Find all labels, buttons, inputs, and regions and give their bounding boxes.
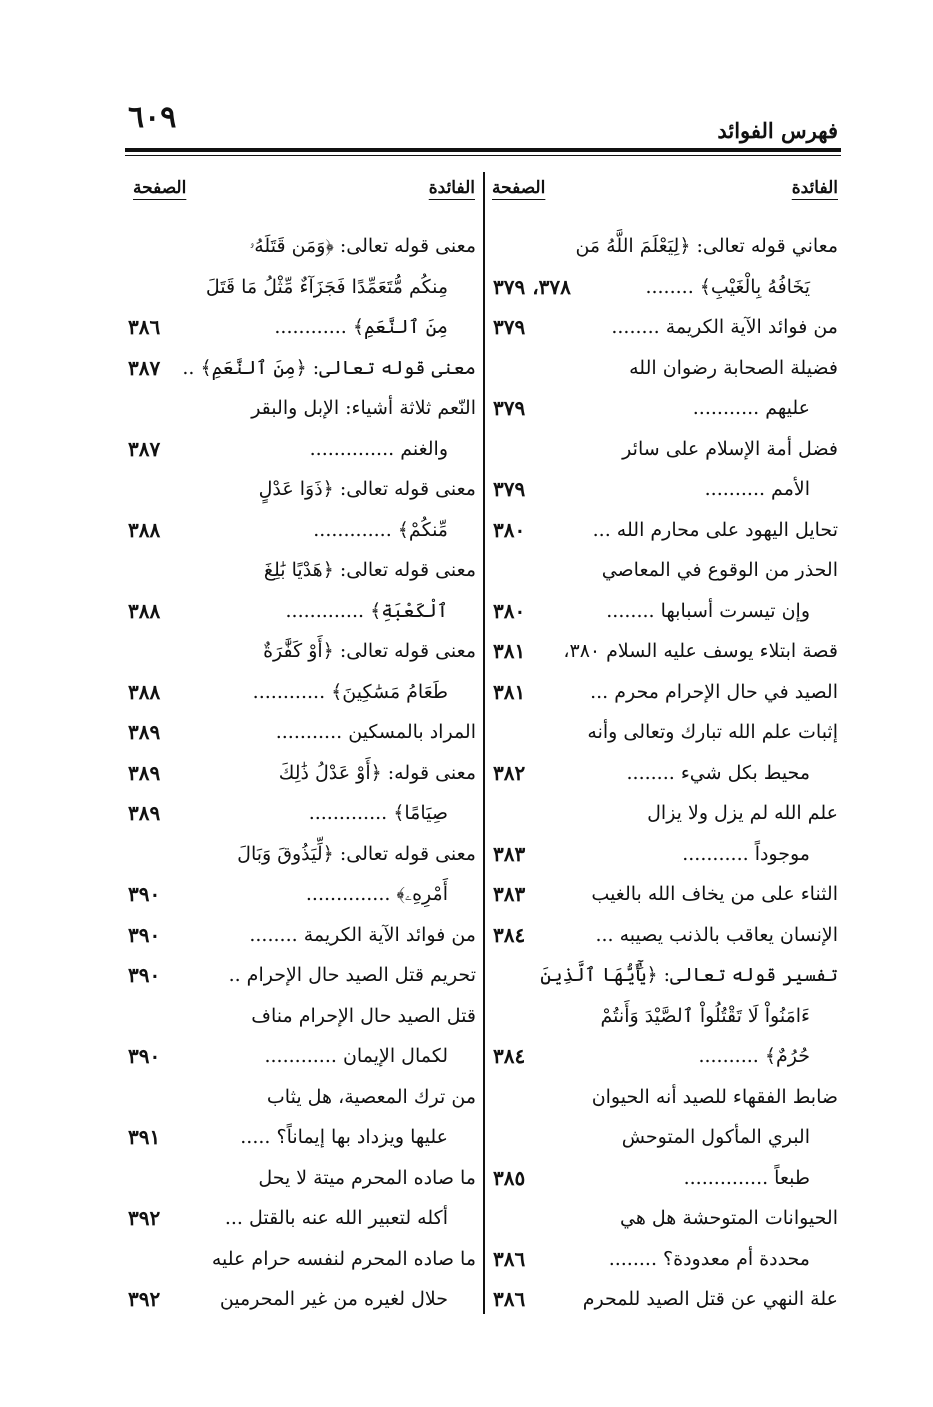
index-entry xyxy=(128,510,476,550)
index-entry xyxy=(128,1077,476,1117)
entry-topic: من فوائد الآية الكريمة ........ xyxy=(611,316,838,338)
index-entry xyxy=(493,753,838,793)
entry-topic: علم الله لم يزل ولا يزال xyxy=(647,802,838,824)
entry-page-number: ٣٨٥ xyxy=(493,1165,526,1190)
entry-topic: عليهم ........... xyxy=(692,397,810,419)
index-entry xyxy=(128,1036,476,1076)
index-entry xyxy=(493,1198,838,1238)
entry-topic: قتل الصيد حال الإحرام مناف xyxy=(251,1004,476,1027)
entry-page-number: ٣٩٠ xyxy=(128,963,161,987)
entry-page-number: ٣٨٣ xyxy=(493,882,526,906)
index-entry xyxy=(493,1279,838,1319)
left-column-topic-heading: الفائدة xyxy=(428,178,475,198)
entry-page-number: ٣٧٩ xyxy=(493,396,526,420)
index-entry xyxy=(493,388,838,428)
index-entry xyxy=(493,672,838,712)
index-entry xyxy=(128,834,476,874)
entry-topic: معنى قوله تعالى: ﴿وَمَن قَتَلَهُۥ xyxy=(249,235,476,257)
index-entry xyxy=(128,267,476,307)
index-entry xyxy=(493,1077,838,1117)
header-rule xyxy=(125,148,841,152)
entry-page-number: ٣٨٤ xyxy=(493,1044,526,1068)
index-entry xyxy=(128,429,476,469)
index-entry xyxy=(128,631,476,671)
entry-topic: معنى قوله تعالى: ﴿ذَوَا عَدْلٍ xyxy=(258,478,476,500)
entry-topic: علة النهي عن قتل الصيد للمحرم xyxy=(582,1288,838,1310)
index-entry xyxy=(493,793,838,833)
entry-page-number: ٣٨٨ xyxy=(128,598,161,623)
entry-topic: فضل أمة الإسلام على سائر xyxy=(622,437,838,460)
entry-topic: ٱلْكَعْبَةِ﴾ ............. xyxy=(285,599,448,622)
entry-page-number: ٣٩٠ xyxy=(128,922,161,947)
entry-topic: حُرُمٌ﴾ .......... xyxy=(698,1045,810,1067)
index-entry xyxy=(128,712,476,752)
index-entry xyxy=(493,591,838,631)
index-entry xyxy=(128,1239,476,1279)
entry-page-number: ٣٧٩ xyxy=(493,315,526,339)
entry-topic: من ترك المعصية، هل يثاب xyxy=(266,1085,476,1108)
entry-topic: معنى قوله تعالى: ﴿مِنَ ٱلنَّعَمِ﴾ .. xyxy=(182,356,476,379)
entry-topic: قصة ابتلاء يوسف عليه السلام ٣٨٠، xyxy=(563,640,838,662)
entry-topic: معنى قوله: ﴿أَوْ عَدْلُ ذَٰلِكَ xyxy=(278,761,476,784)
entry-page-number: ٣٨٤ xyxy=(493,922,526,947)
entry-page-number: ٣٨٧ xyxy=(128,436,161,461)
index-entry xyxy=(128,550,476,590)
entry-page-number: ٣٩٠ xyxy=(128,1044,161,1068)
entry-page-number: ٣٨٩ xyxy=(128,801,161,825)
entry-page-number: ٣٩٢ xyxy=(128,1206,161,1230)
header-rule-thin xyxy=(125,155,841,156)
entry-page-number: ٣٨٠ xyxy=(493,517,526,542)
entry-topic: محددة أم معدودة؟ ........ xyxy=(608,1247,810,1270)
entry-page-number: ٣٨٢ xyxy=(493,760,526,785)
entry-topic: ما صاده المحرم لنفسه حرام عليه xyxy=(211,1247,476,1270)
entry-page-number: ٣٨٦ xyxy=(128,315,161,339)
entry-topic: معنى قوله تعالى: ﴿لِّيَذُوقَ وَبَالَ xyxy=(237,842,476,865)
index-entry xyxy=(493,1239,838,1279)
entry-page-number: ٣٨٦ xyxy=(493,1287,526,1311)
index-entry xyxy=(128,874,476,914)
entry-topic: تفسير قوله تعالى: ﴿يَٰٓأَيُّهَا ٱلَّذِينَ xyxy=(540,964,838,986)
index-entry xyxy=(128,955,476,995)
index-entry xyxy=(493,510,838,550)
entry-topic: مِنَ ٱلنَّعَمِ﴾ ............ xyxy=(274,316,448,338)
entry-page-number: ٣٨٧ xyxy=(128,355,161,380)
entry-page-number: ٣٩٠ xyxy=(128,882,161,906)
index-entry xyxy=(493,267,838,307)
index-entry xyxy=(493,631,838,671)
entry-page-number: ٣٧٨، ٣٧٩ xyxy=(493,274,571,299)
entry-topic: يَخَافُهُ بِالْغَيْبِ﴾ ........ xyxy=(645,275,810,298)
entry-topic: مِنكُم مُّتَعَمِّدًا فَجَزَآءٌ مِّثْلُ مَا قَتَلَ xyxy=(205,275,448,298)
entry-page-number: ٣٧٩ xyxy=(493,477,526,501)
entry-topic: أَمْرِهِۦ﴾ .............. xyxy=(305,883,448,905)
right-column-topic-heading: الفائدة xyxy=(791,178,838,198)
entry-topic: تحريم قتل الصيد حال الإحرام .. xyxy=(228,964,476,986)
entry-topic: الحيوانات المتوحشة هل هي xyxy=(620,1207,838,1229)
entry-topic: تحايل اليهود على محارم الله ... xyxy=(592,518,838,541)
entry-topic: ما صاده المحرم ميتة لا يحل xyxy=(258,1166,476,1189)
entry-page-number: ٣٩١ xyxy=(128,1125,161,1149)
right-column-page-heading: الصفحة xyxy=(492,178,546,198)
index-entry xyxy=(128,996,476,1036)
index-entry xyxy=(493,712,838,752)
entry-topic: معاني قوله تعالى: ﴿لِيَعْلَمَ اللَّهُ مَن xyxy=(575,235,838,257)
entry-topic: الثناء على من يخاف الله بالغيب xyxy=(591,883,838,905)
entry-page-number: ٣٨٨ xyxy=(128,517,161,542)
entry-topic: طبعاً .............. xyxy=(683,1166,810,1189)
index-entry xyxy=(128,469,476,509)
index-entry xyxy=(128,672,476,712)
entry-topic: البري المأكول المتوحش xyxy=(621,1126,810,1148)
entry-topic: الحذر من الوقوع في المعاصي xyxy=(601,559,838,581)
index-entry xyxy=(128,226,476,266)
index-entry xyxy=(128,591,476,631)
index-entry xyxy=(493,1117,838,1157)
entry-page-number: ٣٨٠ xyxy=(493,598,526,623)
entry-topic: حلال لغيره من غير المحرمين xyxy=(219,1288,448,1310)
index-entry xyxy=(493,550,838,590)
index-entry xyxy=(128,915,476,955)
index-entry xyxy=(128,753,476,793)
entry-topic: معنى قوله تعالى: ﴿هَدْيًا بَٰلِغَ xyxy=(263,559,476,581)
left-column-page-heading: الصفحة xyxy=(133,178,187,198)
index-entry xyxy=(128,307,476,347)
index-entry xyxy=(493,955,838,995)
entry-topic: وإن تيسرت أسبابها ........ xyxy=(606,599,810,622)
index-entry xyxy=(493,307,838,347)
index-entry xyxy=(493,996,838,1036)
index-entry xyxy=(493,874,838,914)
entry-topic: والغنم .............. xyxy=(309,437,448,460)
index-entry xyxy=(128,793,476,833)
entry-topic: الإنسان يعاقب بالذنب يصيبه ... xyxy=(595,923,838,946)
entry-topic: ضابط الفقهاء للصيد أنه الحيوان xyxy=(591,1085,838,1108)
index-entry xyxy=(493,1158,838,1198)
entry-page-number: ٣٨٩ xyxy=(128,720,161,744)
entry-topic: معنى قوله تعالى: ﴿أَوْ كَفَّٰرَةٌ xyxy=(263,640,476,662)
index-entry xyxy=(493,429,838,469)
entry-page-number: ٣٨٨ xyxy=(128,679,161,704)
index-entry xyxy=(128,1158,476,1198)
entry-topic: موجوداً ........... xyxy=(682,842,810,865)
index-entry xyxy=(493,348,838,388)
entry-topic: أكله لتعبير الله عنه بالقتل ... xyxy=(224,1207,448,1229)
index-entry xyxy=(493,915,838,955)
entry-topic: ءَامَنُواْ لَا تَقْتُلُواْ ٱلصَّيْدَ وَأَنتُمْ xyxy=(600,1004,810,1027)
index-entry xyxy=(128,1279,476,1319)
entry-topic: الصيد في حال الإحرام محرم ... xyxy=(590,680,838,703)
index-entry xyxy=(493,469,838,509)
entry-topic: طَعَامُ مَسَٰكِينَ﴾ ............ xyxy=(252,680,448,703)
entry-topic: صِيَامًا﴾ ............. xyxy=(308,802,448,824)
running-title: فهرس الفوائد xyxy=(717,118,838,143)
entry-page-number: ٣٨٩ xyxy=(128,760,161,785)
entry-topic: فضيلة الصحابة رضوان الله xyxy=(629,356,838,379)
entry-page-number: ٣٨١ xyxy=(493,679,526,704)
index-entry xyxy=(493,226,838,266)
column-divider xyxy=(483,172,485,1314)
entry-topic: عليها ويزداد بها إيماناً؟ ..... xyxy=(240,1126,448,1148)
index-entry xyxy=(128,388,476,428)
entry-topic: النّعم ثلاثة أشياء: الإبل والبقر xyxy=(251,397,476,419)
entry-page-number: ٣٨١ xyxy=(493,639,526,663)
index-entry xyxy=(128,1117,476,1157)
entry-page-number: ٣٨٣ xyxy=(493,841,526,866)
entry-topic: الأمم .......... xyxy=(704,478,810,500)
entry-topic: من فوائد الآية الكريمة ........ xyxy=(249,923,476,946)
entry-page-number: ٣٨٦ xyxy=(493,1246,526,1271)
entry-page-number: ٣٩٢ xyxy=(128,1287,161,1311)
index-entry xyxy=(493,834,838,874)
entry-topic: مِّنكُمْ﴾ ............. xyxy=(313,518,448,541)
entry-topic: المراد بالمسكين ........... xyxy=(275,721,476,743)
entry-topic: لكمال الإيمان ............ xyxy=(264,1045,448,1067)
entry-topic: محيط بكل شيء ........ xyxy=(626,761,810,784)
index-entry xyxy=(128,348,476,388)
index-entry xyxy=(128,1198,476,1238)
index-entry xyxy=(493,1036,838,1076)
page-number: ٦٠٩ xyxy=(128,100,177,135)
entry-topic: إثبات علم الله تبارك وتعالى وأنه xyxy=(587,721,838,743)
